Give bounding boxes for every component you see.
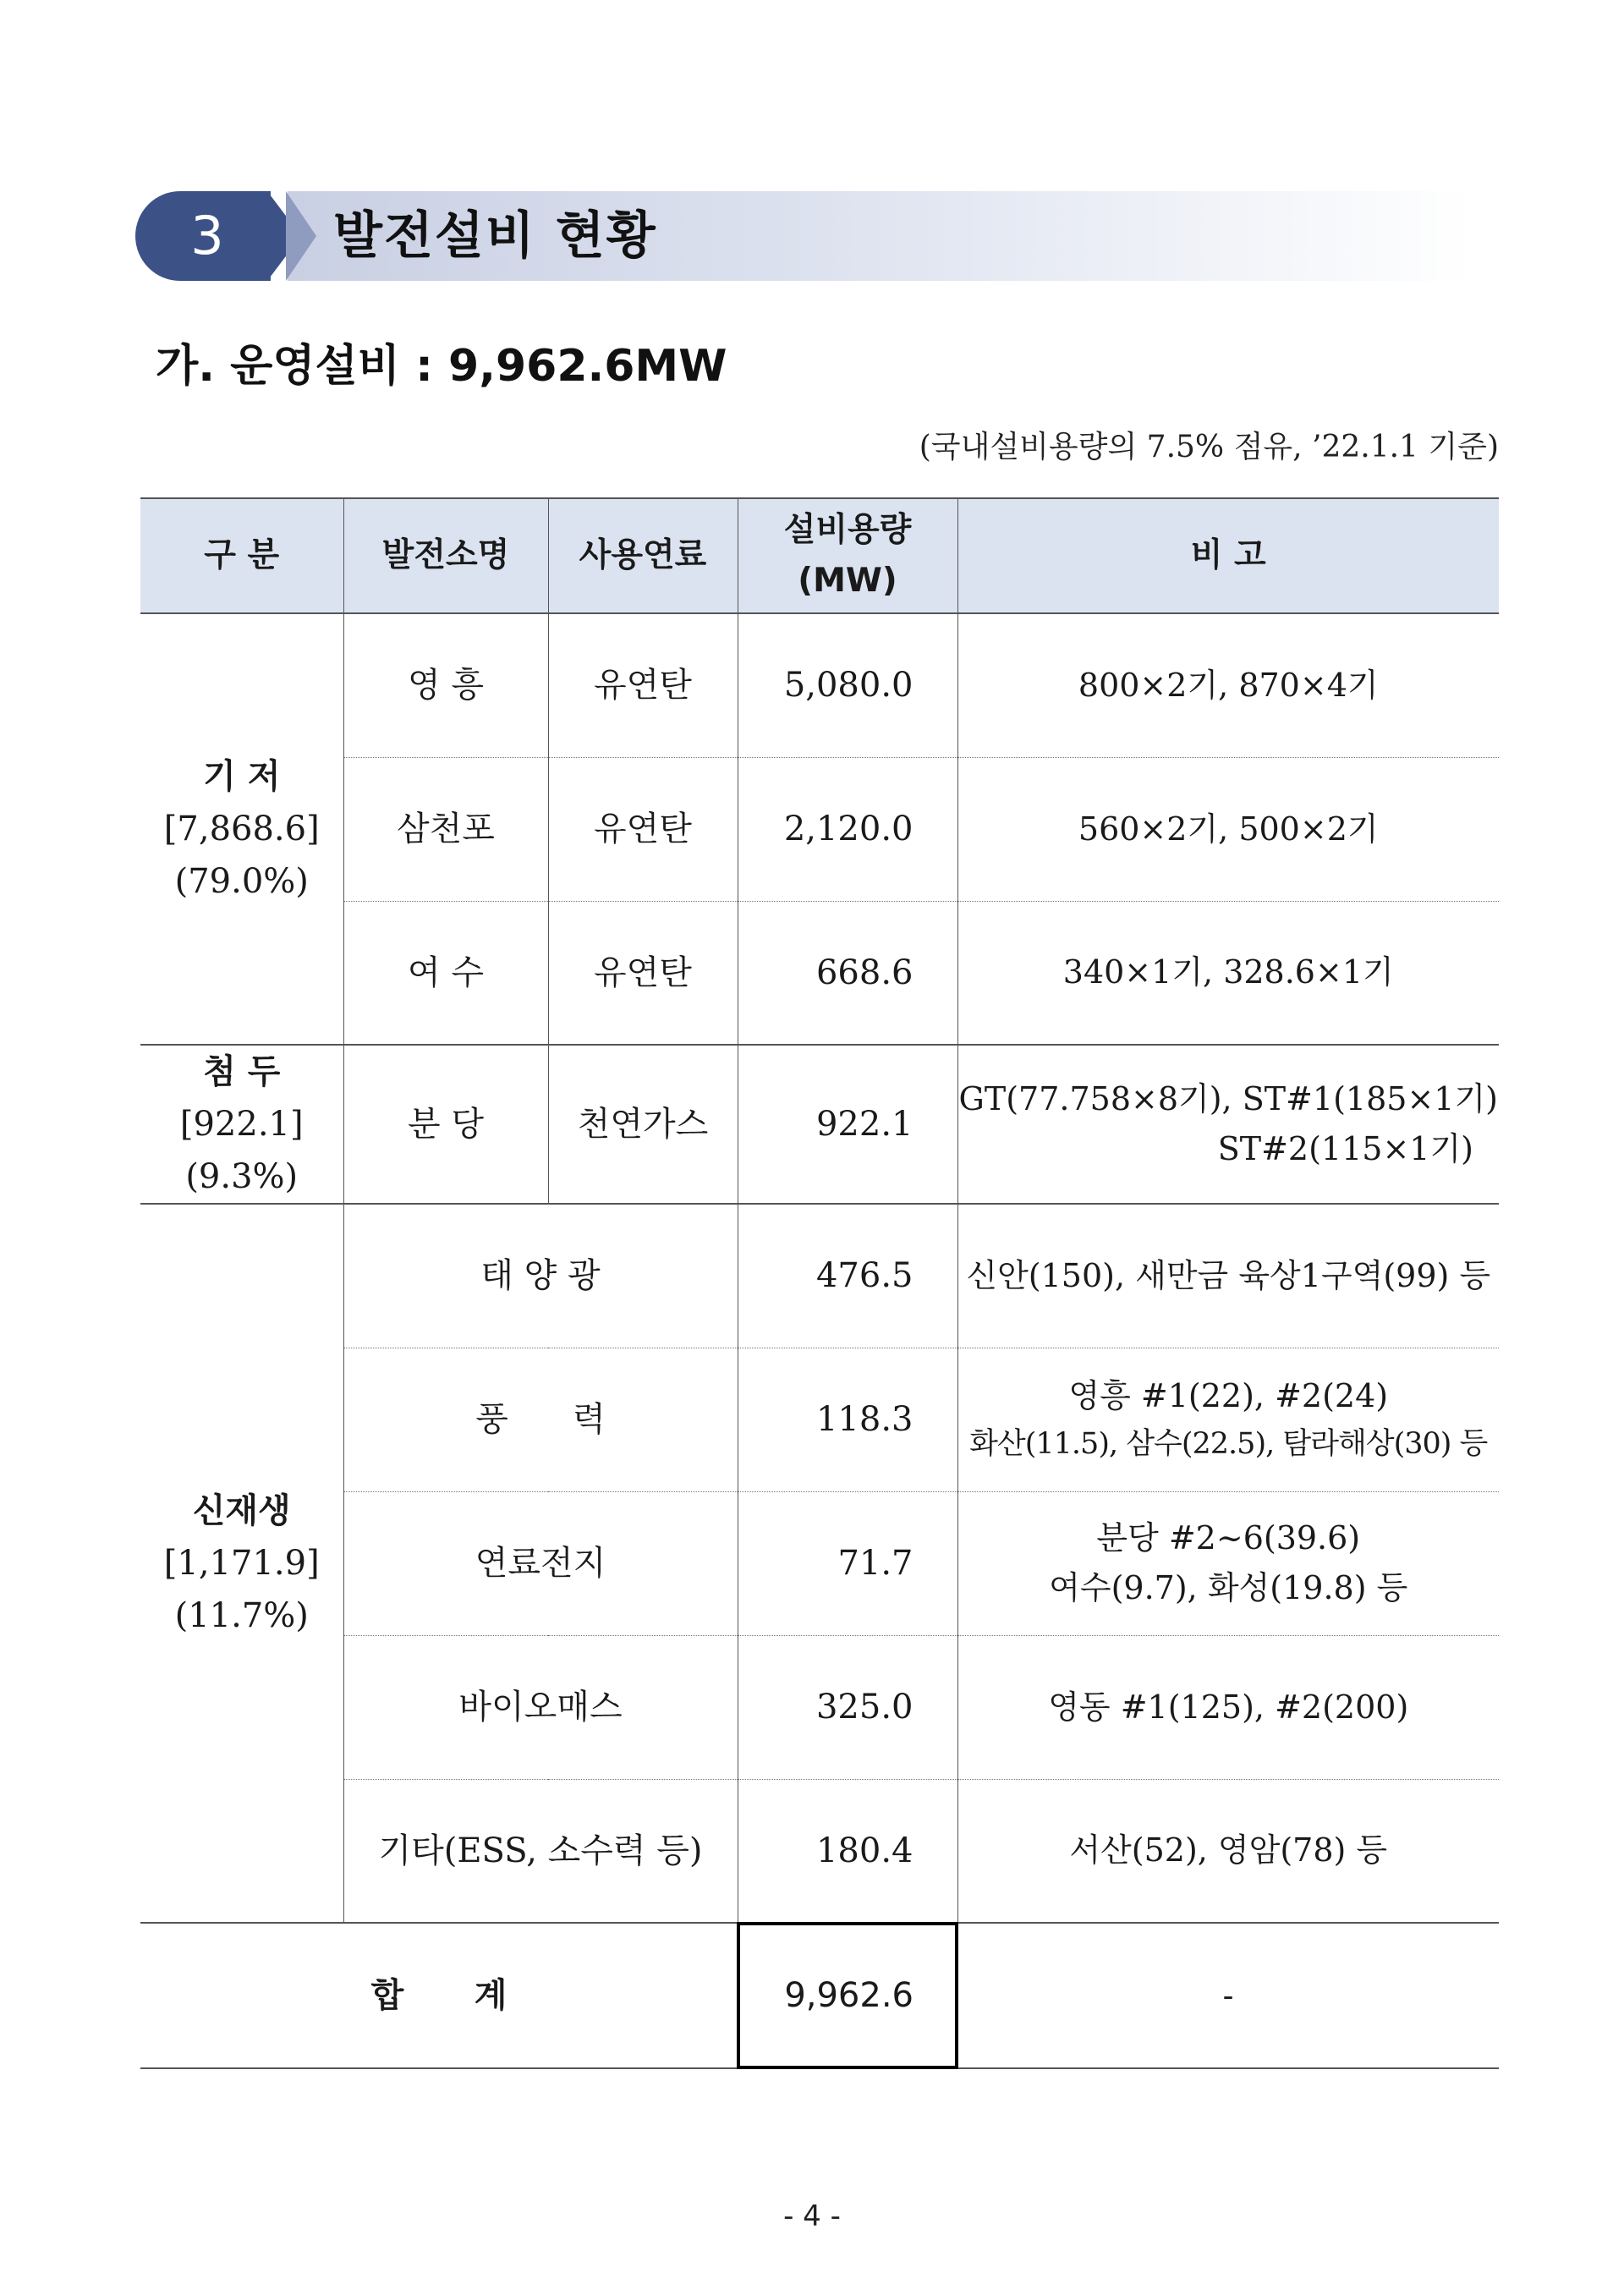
- plant-name: 여 수: [343, 901, 548, 1045]
- header-fuel: 사용연료: [548, 498, 738, 613]
- table-row: [140, 901, 1499, 1045]
- remark: 560×2기, 500×2기: [957, 757, 1499, 901]
- section-header: [135, 191, 1472, 281]
- group-peak-total: [922.1]: [179, 1105, 304, 1144]
- remark: GT(77.758×8기), ST#1(185×1기): [958, 1080, 1498, 1118]
- plant-name: 기타(ESS, 소수력 등): [343, 1779, 738, 1923]
- group-renewable-share: (11.7%): [174, 1596, 309, 1635]
- table-header-row: [140, 498, 1499, 613]
- group-peak-cell: [140, 1045, 343, 1204]
- group-renewable-name: 신재생: [192, 1491, 291, 1530]
- table-row: [140, 757, 1499, 901]
- section-arrow-accent-icon: [286, 191, 316, 281]
- remark-cell: [957, 1491, 1499, 1635]
- plant-name: 연료전지: [343, 1491, 738, 1635]
- capacity-value: 71.7: [738, 1491, 957, 1635]
- subheading: 가. 운영설비 : 9,962.6MW: [156, 341, 727, 392]
- fuel-type: 천연가스: [548, 1045, 738, 1204]
- plant-name: 분 당: [343, 1045, 548, 1204]
- table-row: [140, 1491, 1499, 1635]
- remark: 분당 #2~6(39.6): [1096, 1519, 1361, 1557]
- remark: 영동 #1(125), #2(200): [957, 1635, 1499, 1779]
- total-row: [140, 1923, 1499, 2068]
- total-remark: -: [957, 1923, 1499, 2068]
- capacity-value: 180.4: [738, 1779, 957, 1923]
- header-plant: 발전소명: [343, 498, 548, 613]
- total-label: 합 계: [140, 1923, 738, 2068]
- capacity-value: 325.0: [738, 1635, 957, 1779]
- capacity-value: 118.3: [738, 1348, 957, 1491]
- table-row: [140, 1045, 1499, 1204]
- capacity-value: 5,080.0: [738, 613, 957, 757]
- capacity-value: 922.1: [738, 1045, 957, 1204]
- remark-cell: [957, 1045, 1499, 1204]
- plant-name: 태 양 광: [343, 1204, 738, 1348]
- fuel-type: 유연탄: [548, 901, 738, 1045]
- fuel-type: 유연탄: [548, 757, 738, 901]
- remark-line2: 여수(9.7), 화성(19.8) 등: [1049, 1569, 1408, 1606]
- group-peak-share: (9.3%): [185, 1157, 299, 1196]
- table-row: [140, 1635, 1499, 1779]
- section-title: 발전설비 현황: [333, 206, 657, 266]
- capacity-value: 668.6: [738, 901, 957, 1045]
- capacity-value: 476.5: [738, 1204, 957, 1348]
- table-row: [140, 613, 1499, 757]
- remark-line2: ST#2(115×1기): [1217, 1130, 1473, 1167]
- reference-note: (국내설비용량의 7.5% 점유, ’22.1.1 기준): [919, 430, 1499, 464]
- group-base-total: [7,868.6]: [163, 810, 320, 848]
- header-category: 구 분: [140, 498, 343, 613]
- group-renewable-total: [1,171.9]: [163, 1544, 320, 1583]
- plant-name: 삼천포: [343, 757, 548, 901]
- table-row: [140, 1348, 1499, 1491]
- group-base-name: 기 저: [203, 757, 281, 796]
- group-base-share: (79.0%): [174, 862, 309, 901]
- plant-name: 영 흥: [343, 613, 548, 757]
- group-base-cell: [140, 613, 343, 1045]
- remark: 신안(150), 새만금 육상1구역(99) 등: [957, 1204, 1499, 1348]
- group-renewable-cell: [140, 1204, 343, 1923]
- table-row: [140, 1779, 1499, 1923]
- capacity-value: 2,120.0: [738, 757, 957, 901]
- capacity-table: [140, 497, 1499, 2069]
- section-number-badge: 3: [135, 191, 271, 281]
- remark: 340×1기, 328.6×1기: [957, 901, 1499, 1045]
- plant-name: 풍 력: [343, 1348, 738, 1491]
- plant-name: 바이오매스: [343, 1635, 738, 1779]
- header-capacity: 설비용량(MW): [738, 498, 957, 613]
- remark: 영흥 #1(22), #2(24): [1068, 1377, 1389, 1415]
- remark-line2: 화산(11.5), 삼수(22.5), 탐라해상(30) 등: [969, 1427, 1488, 1462]
- group-peak-name: 첨 두: [203, 1052, 281, 1091]
- fuel-type: 유연탄: [548, 613, 738, 757]
- remark: 서산(52), 영암(78) 등: [957, 1779, 1499, 1923]
- remark-cell: [957, 1348, 1499, 1491]
- total-capacity: 9,962.6: [738, 1923, 957, 2068]
- table-row: [140, 1204, 1499, 1348]
- header-remarks: 비 고: [957, 498, 1499, 613]
- page-number: - 4 -: [783, 2199, 841, 2233]
- remark: 800×2기, 870×4기: [957, 613, 1499, 757]
